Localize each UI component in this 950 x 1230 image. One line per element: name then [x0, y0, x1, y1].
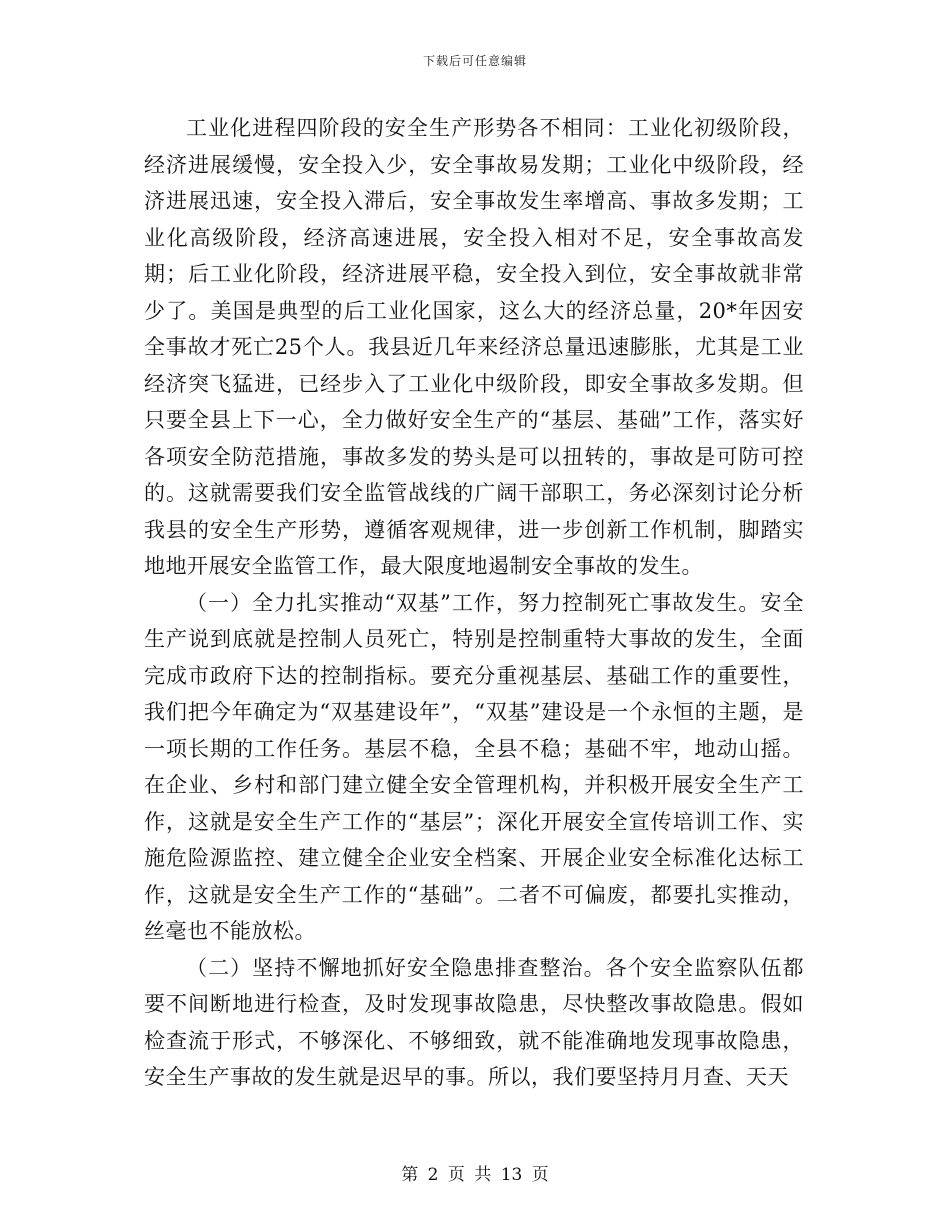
document-body [144, 110, 804, 1096]
page-header: 下载后可任意编辑 [422, 54, 527, 68]
paragraph-3: （二）坚持不懈地抓好安全隐患排查整治。各个安全监察队伍都要不间断地进行检查，及时发现事故隐患，尽快整改事故隐患。假如检查流于形式，不够深化、不够细致，就不能准确地发现事故隐患，安全生产事故的发生就是迟早的事。所以，我们要坚持月月查、天天 [144, 955, 804, 1089]
page-number-footer: 第 2 页 共 13 页 [401, 1165, 549, 1185]
paragraph-1: 工业化进程四阶段的安全生产形势各不相同：工业化初级阶段，经济进展缓慢，安全投入少，安全事故易发期；工业化中级阶段，经济进展迅速，安全投入滞后，安全事故发生率增高、事故多发期；工业化高级阶段，经济高速进展，安全投入相对不足，安全事故高发期；后工业化阶段，经济进展平稳，安全投入到位，安全事故就非常少了。美国是典型的后工业化国家，这么大的经济总量，20*年因安全事故才死亡25个人。我县近几年来经济总量迅速膨胀，尤其是工业经济突飞猛进，已经步入了工业化中级阶段，即安全事故多发期。但只要全县上下一心，全力做好安全生产的“基层、基础”工作，落实好各项安全防范措施，事故多发的势头是可以扭转的，事故是可防可控的。这就需要我们安全监管战线的广阔干部职工，务必深刻讨论分析我县的安全生产形势，遵循客观规律，进一步创新工作机制，脚踏实地地开展安全监管工作，最大限度地遏制安全事故的发生。 [144, 116, 804, 578]
paragraph-2: （一）全力扎实推动“双基”工作，努力控制死亡事故发生。安全生产说到底就是控制人员死亡，特别是控制重特大事故的发生，全面完成市政府下达的控制指标。要充分重视基层、基础工作的重要性，我们把今年确定为“双基建设年”，“双基”建设是一个永恒的主题，是一项长期的工作任务。基层不稳，全县不稳；基础不牢，地动山摇。在企业、乡村和部门建立健全安全管理机构，并积极开展安全生产工作，这就是安全生产工作的“基层”；深化开展安全宣传培训工作、实施危险源监控、建立健全企业安全档案、开展企业安全标准化达标工作，这就是安全生产工作的“基础”。二者不可偏废，都要扎实推动，丝毫也不能放松。 [144, 590, 804, 943]
